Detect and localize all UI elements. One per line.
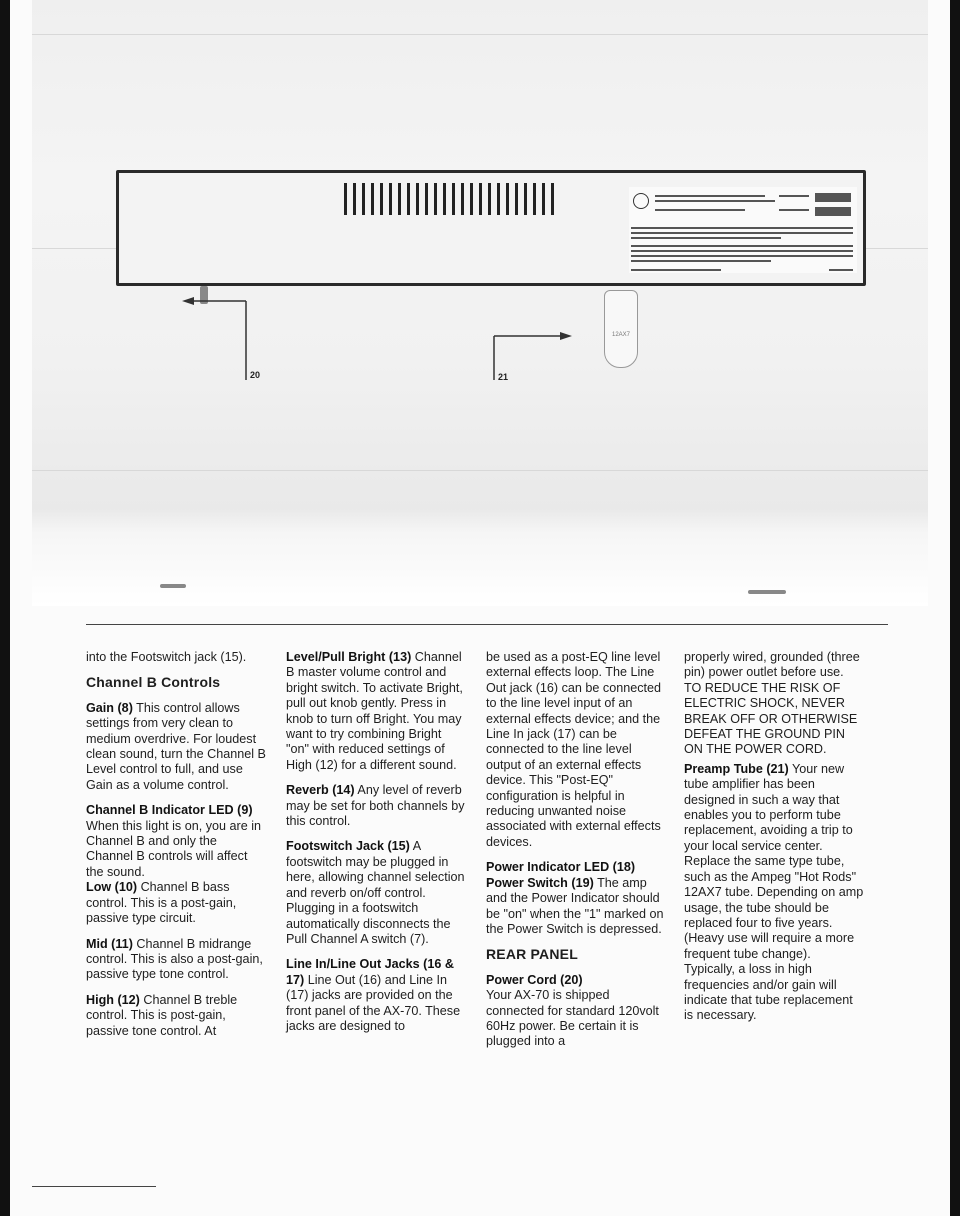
preamp-tube-text: Your new tube amplifier has been designed in such a way that enables you to perform tube replacement, avoiding a trip to your local service center. Replace the same type tube, such as the Ampeg "Hot Rods" 12AX7 tube. Depending on amp usage, the tube should be replaced four to five years. (Heavy use will require a more frequent tube change). Typically, a loss in high frequencies and/or gain will indicate that tube replacement is necessary. xyxy=(684,761,864,1023)
low-title: Low (10) xyxy=(86,880,138,895)
power-switch-title: Power Switch (19) xyxy=(486,875,594,890)
footer-rule xyxy=(32,1186,156,1187)
mid-paragraph xyxy=(86,937,266,983)
high-title: High (12) xyxy=(86,992,140,1007)
line-jacks-title: Line In/Line Out Jacks (16 & 17) xyxy=(286,957,454,987)
gain-text: This control allows settings from very clean to medium overdrive. For loudest clean sound, turn the Channel B Level control to full, and use Gain as a volume control. xyxy=(86,700,266,792)
high-paragraph xyxy=(86,993,266,1039)
rear-panel-heading: REAR PANEL xyxy=(486,946,578,963)
line-jacks-paragraph xyxy=(286,957,466,1034)
power-cord-title: Power Cord (20) xyxy=(486,972,583,987)
text-column-2 xyxy=(286,650,466,1044)
level-text: Channel B master volume control and bright switch. To activate Bright, pull out knob gently. Press in knob to turn off Bright. You may want to try combining Bright "on" with reduced settings of High (12) for a different sound. xyxy=(286,650,463,772)
line-jacks-text: Line Out (16) and Line In (17) jacks are provided on the front panel of the AX-70. These jacks are designed to xyxy=(286,972,461,1033)
low-paragraph xyxy=(86,880,266,926)
low-text: Channel B bass control. This is a post-gain, passive type circuit. xyxy=(86,880,237,926)
footswitch-title: Footswitch Jack (15) xyxy=(286,839,410,854)
power-text: The amp and the Power Indicator should be "on" when the "1" marked on the Power Switch is depressed. xyxy=(486,875,664,936)
gain-title: Gain (8) xyxy=(86,700,133,715)
text-column-3 xyxy=(486,650,666,1060)
section-divider xyxy=(86,624,888,625)
text-column-4 xyxy=(684,650,864,1034)
preamp-tube-title: Preamp Tube (21) xyxy=(684,761,789,776)
channel-b-heading: Channel B Controls xyxy=(86,674,221,691)
footswitch-text: A footswitch may be plugged in here, allowing channel selection and reverb on/off control. Plugging in a footswitch automatically disconnects the Pull Channel A switch (7). xyxy=(286,839,465,946)
led-paragraph xyxy=(86,803,266,880)
amp-rear-photo xyxy=(32,0,928,606)
chassis-foot-right xyxy=(748,590,786,594)
reverb-title: Reverb (14) xyxy=(286,783,355,798)
callout-21: 21 xyxy=(498,372,509,382)
level-title: Level/Pull Bright (13) xyxy=(286,650,412,664)
led-title: Channel B Indicator LED (9) xyxy=(86,803,253,818)
reverb-paragraph xyxy=(286,783,466,829)
col1-intro: into the Footswitch jack (15). xyxy=(86,650,247,664)
text-column-1 xyxy=(86,650,266,1049)
tube-label: 12AX7 xyxy=(612,332,631,338)
preamp-tube-icon xyxy=(604,290,638,368)
high-text: Channel B treble control. This is post-gain, passive tone control. At xyxy=(86,992,238,1038)
power-cord-paragraph xyxy=(486,973,666,1050)
chassis-foot-left xyxy=(160,584,186,588)
effects-loop-paragraph: be used as a post-EQ line level external effects loop. The Line Out jack (16) can be connected to the line level input of an external effects device; and the Line In jack (17) can be connected to the line level output of an external effects device. This "Post-EQ" configuration is helpful in reducing unwanted noise associated with external effects devices. xyxy=(486,650,662,849)
callout-leaders xyxy=(32,0,928,606)
left-scan-border xyxy=(0,0,10,1216)
level-paragraph xyxy=(286,650,466,773)
power-paragraph xyxy=(486,860,666,937)
footswitch-paragraph xyxy=(286,839,466,947)
callout-20: 20 xyxy=(250,370,261,380)
ground-warning-paragraph: properly wired, grounded (three pin) power outlet before use. TO REDUCE THE RISK OF ELECTRIC SHOCK, NEVER BREAK OFF OR OTHERWISE DEFEAT THE GROUND PIN ON THE POWER CORD. xyxy=(684,650,860,757)
preamp-tube-paragraph xyxy=(684,762,864,1024)
led-text: When this light is on, you are in Channel B and only the Channel B controls will affect the sound. xyxy=(86,818,262,879)
right-scan-border xyxy=(950,0,960,1216)
gain-paragraph xyxy=(86,701,266,793)
mid-title: Mid (11) xyxy=(86,936,133,951)
power-led-title: Power Indicator LED (18) xyxy=(486,860,636,875)
power-cord-text: Your AX-70 is shipped connected for standard 120volt 60Hz power. Be certain it is plugged into a xyxy=(486,988,659,1049)
reverb-text: Any level of reverb may be set for both channels by this control. xyxy=(286,783,465,829)
mid-text: Channel B midrange control. This is also a post-gain, passive type tone control. xyxy=(86,936,263,982)
